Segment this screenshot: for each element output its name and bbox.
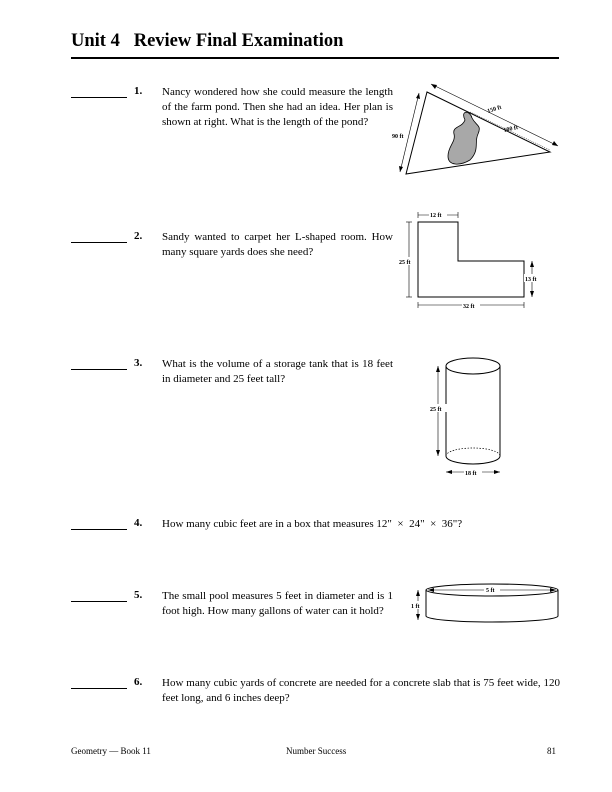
- pond-shape: [448, 112, 479, 164]
- page-title: [71, 31, 343, 52]
- question-number-5: 5.: [134, 589, 143, 601]
- answer-blank-5[interactable]: [71, 601, 127, 602]
- label-18ft: 18 ft: [465, 471, 477, 477]
- page-number: 81: [547, 746, 556, 756]
- question-number-1: 1.: [134, 85, 143, 97]
- footer-series: Number Success: [286, 746, 347, 756]
- answer-blank-6[interactable]: [71, 688, 127, 689]
- question-text-5: The small pool measures 5 feet in diameter and is 1 foot high. How many gallons of water can it hold?: [162, 590, 393, 617]
- label-1ft: 1 ft: [411, 604, 420, 610]
- label-12ft: 12 ft: [430, 213, 442, 219]
- answer-blank-1[interactable]: [71, 97, 127, 98]
- footer-book: Geometry — Book 11: [71, 746, 151, 756]
- question-number-3: 3.: [134, 357, 143, 369]
- question-text-4: How many cubic feet are in a box that measures 12" × 24" × 36"?: [162, 518, 463, 530]
- label-25ft: 25 ft: [399, 260, 411, 266]
- label-13ft: 13 ft: [525, 277, 537, 283]
- answer-blank-3[interactable]: [71, 369, 127, 370]
- cylinder-diagram: [428, 352, 508, 484]
- l-shape-diagram: [396, 206, 546, 316]
- label-90ft: 90 ft: [392, 134, 404, 140]
- label-25ft-tall: 25 ft: [430, 407, 442, 413]
- label-5ft: 5 ft: [486, 588, 495, 594]
- question-text-2: Sandy wanted to carpet her L-shaped room. How many square yards does she need?: [162, 231, 393, 258]
- label-100ft: 100 ft: [503, 125, 519, 134]
- pond-diagram: [390, 80, 565, 180]
- answer-blank-2[interactable]: [71, 242, 127, 243]
- unit-label: Unit 4: [71, 31, 120, 51]
- label-32ft: 32 ft: [463, 304, 475, 310]
- exam-title: Review Final Examination: [133, 31, 344, 51]
- question-text-3: What is the volume of a storage tank that is 18 feet in diameter and 25 feet tall?: [162, 358, 393, 385]
- question-text-1: Nancy wondered how she could measure the length of the farm pond. Then she had an idea. Her plan is shown at right. What is the length of the pond?: [162, 86, 393, 128]
- question-number-4: 4.: [134, 517, 143, 529]
- cylinder-top: [446, 358, 500, 374]
- label-150ft: 150 ft: [486, 104, 503, 115]
- question-number-6: 6.: [134, 676, 143, 688]
- pool-diagram: [408, 578, 563, 628]
- l-shaped-room: [418, 222, 524, 297]
- question-number-2: 2.: [134, 230, 143, 242]
- title-rule: [71, 57, 559, 59]
- answer-blank-4[interactable]: [71, 529, 127, 530]
- question-text-6: How many cubic yards of concrete are needed for a concrete slab that is 75 feet wide, 120 feet long, and 6 inches deep?: [162, 677, 560, 704]
